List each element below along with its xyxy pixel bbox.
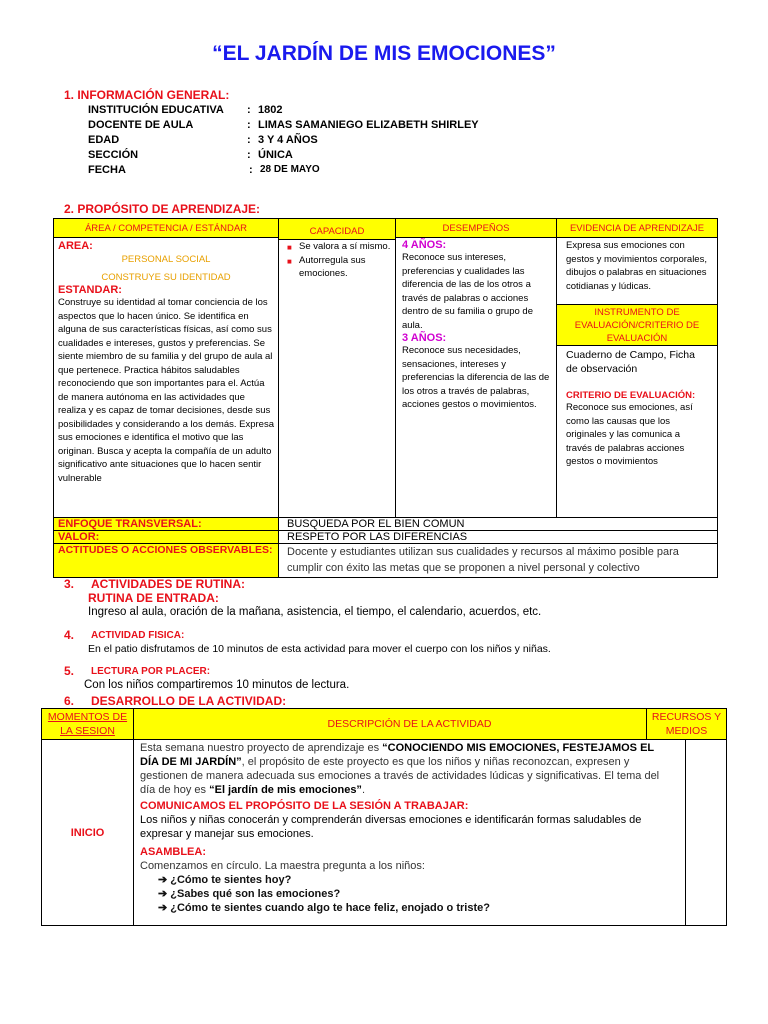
info-label: SECCIÓN xyxy=(88,149,139,161)
section-actividad-fisica-heading: ACTIVIDAD FISICA: xyxy=(91,630,185,641)
intro-end: . xyxy=(361,784,365,796)
section-4-number: 4. xyxy=(64,628,75,642)
enfoque-value: BUSQUEDA POR EL BIEN COMUN xyxy=(278,517,718,531)
inicio-description-cell xyxy=(133,739,686,926)
info-label: INSTITUCIÓN EDUCATIVA xyxy=(88,104,224,116)
rutina-entrada-heading: RUTINA DE ENTRADA: xyxy=(88,591,219,605)
asamblea-label: ASAMBLEA: xyxy=(140,846,206,858)
info-label: DOCENTE DE AULA xyxy=(88,119,194,131)
inicio-cell xyxy=(41,739,134,926)
project-name: “CONOCIENDO MIS EMOCIONES, FESTEJAMOS EL DÍA DE MI JARDÍN” xyxy=(140,742,654,768)
desempeno-4-text: Reconoce sus intereses, preferencias y cualidades las diferencia de las de los otros a través de palabras o acciones dentro de su familia o grupo de aula. xyxy=(402,252,533,331)
area-name: PERSONAL SOCIAL xyxy=(121,254,211,265)
header-area: ÁREA / COMPETENCIA / ESTÁNDAR xyxy=(53,218,279,238)
asamblea-text: Comenzamos en círculo. La maestra pregunta a los niños: xyxy=(140,860,425,872)
info-colon: : xyxy=(247,104,251,116)
desempeno-3-text: Reconoce sus necesidades, sensaciones, intereses y preferencias la diferencia de las de los otros a través de palabras, acciones gestos o movimientos. xyxy=(402,345,550,410)
section-rutina-heading: ACTIVIDADES DE RUTINA: xyxy=(91,577,246,591)
instrumento-cell xyxy=(556,345,718,518)
purpose-table xyxy=(53,218,718,578)
capacidad-cell xyxy=(278,239,396,518)
header-desempenos: DESEMPEÑOS xyxy=(395,218,557,238)
header-descripcion: DESCRIPCIÓN DE LA ACTIVIDAD xyxy=(133,708,686,740)
question-item: ➔ ¿Sabes qué son las emociones? xyxy=(158,888,341,900)
theme-name: “El jardín de mis emociones” xyxy=(209,784,362,796)
section-desarrollo-heading: DESARROLLO DE LA ACTIVIDAD: xyxy=(91,694,287,708)
criterio-label: CRITERIO DE EVALUACIÓN: xyxy=(566,390,696,401)
info-colon: : xyxy=(247,119,251,131)
header-recursos: RECURSOS Y MEDIOS xyxy=(646,709,726,739)
info-value: LIMAS SAMANIEGO ELIZABETH SHIRLEY xyxy=(258,119,479,131)
intro-paragraph xyxy=(140,741,679,797)
estandar-label: ESTANDAR: xyxy=(58,284,122,296)
capacidad-item: ■ Autorregula sus emociones. xyxy=(299,254,391,281)
valor-label: VALOR: xyxy=(53,530,279,544)
comunicamos-text: Los niños y niñas conocerán y comprenderán diversas emociones e identificarán formas saludables de expresar y manejar sus emociones. xyxy=(140,814,642,840)
desempenos-cell xyxy=(395,237,557,518)
section-lectura-heading: LECTURA POR PLACER: xyxy=(91,666,211,677)
capacidad-item: ■ Se valora a sí mismo. xyxy=(299,240,391,254)
header-evidencia: EVIDENCIA DE APRENDIZAJE xyxy=(556,218,718,238)
info-value: ÚNICA xyxy=(258,149,293,161)
actitudes-value: Docente y estudiantes utilizan sus cualidades y recursos al máximo posible para cumplir con éxito las metas que se proponen a nivel personal y colectivo xyxy=(278,543,718,578)
header-momentos: MOMENTOS DE LA SESION xyxy=(41,708,134,740)
evidencia-text: Expresa sus emociones con gestos y movimientos corporales, dibujos o palabras en situaciones cotidianas y lúdicas. xyxy=(566,240,707,292)
section-purpose-heading: 2. PROPÓSITO DE APRENDIZAJE: xyxy=(64,202,261,216)
instrumento-text: Cuaderno de Campo, Ficha de observación xyxy=(566,349,695,375)
info-value: 28 DE MAYO xyxy=(260,164,320,175)
document-title: “EL JARDÍN DE MIS EMOCIONES” xyxy=(212,42,556,65)
desempeno-4-label: 4 AÑOS: xyxy=(402,239,447,251)
competencia-name: CONSTRUYE SU IDENTIDAD xyxy=(101,272,231,283)
question-item: ➔ ¿Cómo te sientes hoy? xyxy=(158,874,292,886)
info-colon: : xyxy=(249,164,253,176)
instrumento-header: INSTRUMENTO DE EVALUACIÓN/CRITERIO DE EVALUACIÓN xyxy=(556,304,718,346)
section-general-info-heading: 1. INFORMACIÓN GENERAL: xyxy=(64,88,230,102)
actividad-fisica-text: En el patio disfrutamos de 10 minutos de esta actividad para mover el cuerpo con los niños y niñas. xyxy=(88,643,551,655)
question-item: ➔ ¿Cómo te sientes cuando algo te hace feliz, enojado o triste? xyxy=(158,902,490,914)
intro-part1: Esta semana nuestro proyecto de aprendizaje es xyxy=(140,742,383,754)
capacidad-list xyxy=(283,240,391,281)
info-label: EDAD xyxy=(88,134,120,146)
activity-table xyxy=(41,708,727,926)
info-row-institucion xyxy=(0,104,768,119)
recursos-cell xyxy=(685,739,727,926)
area-cell xyxy=(53,237,279,518)
evidencia-cell xyxy=(556,237,718,305)
rutina-entrada-text: Ingreso al aula, oración de la mañana, asistencia, el tiempo, el calendario, acuerdos, etc. xyxy=(88,606,542,618)
info-value: 3 Y 4 AÑOS xyxy=(258,134,318,146)
section-5-number: 5. xyxy=(64,664,75,678)
lectura-text: Con los niños compartiremos 10 minutos de lectura. xyxy=(84,679,350,691)
valor-value: RESPETO POR LAS DIFERENCIAS xyxy=(278,530,718,544)
intro-part2: , el propósito de este proyecto es que los niños y niñas reconozcan, expresen y gestionen de manera adecuada sus emociones a través de actividades lúdicas y significativas. El tema del día de hoy es xyxy=(140,756,660,796)
info-row-edad xyxy=(0,134,768,149)
comunicamos-label: COMUNICAMOS EL PROPÓSITO DE LA SESIÓN A TRABAJAR: xyxy=(140,800,469,812)
desempeno-3-label: 3 AÑOS: xyxy=(402,332,447,344)
info-label: FECHA xyxy=(88,164,126,176)
info-colon: : xyxy=(247,134,251,146)
info-row-docente xyxy=(0,119,768,134)
section-3-number: 3. xyxy=(64,577,75,591)
info-value: 1802 xyxy=(258,104,283,116)
info-colon: : xyxy=(247,149,251,161)
area-label: AREA: xyxy=(58,240,93,252)
header-capacidad: CAPACIDAD xyxy=(278,218,396,240)
section-6-number: 6. xyxy=(64,694,75,708)
estandar-text: Construye su identidad al tomar conciencia de los aspectos que lo hacen único. Se identifica en alguna de sus características físicas, así como sus cualidades e intereses, gustos y preferencias. Se siente miembro de su familia y del grupo de aula al que pertenece. Practica hábitos saludables reconociendo que son importantes para el. Actúa de manera autónoma en las actividades que realiza y es capaz de tomar decisiones, desde sus posibilidades y considerando a los demás. Expresa sus emociones e identifica el motivo que las originan. Busca y acepta la compañía de un adulto significativo ante situaciones que lo hacen sentir vulnerable xyxy=(58,297,274,484)
info-row-fecha xyxy=(0,164,768,179)
criterio-text: Reconoce sus emociones, así como las causas que los originales y las comunica a través de palabras acciones gestos o movimientos xyxy=(566,402,693,467)
enfoque-label: ENFOQUE TRANSVERSAL: xyxy=(53,517,279,531)
info-row-seccion xyxy=(0,149,768,164)
actitudes-label: ACTITUDES O ACCIONES OBSERVABLES: xyxy=(53,543,279,578)
inicio-label: INICIO xyxy=(70,826,105,839)
